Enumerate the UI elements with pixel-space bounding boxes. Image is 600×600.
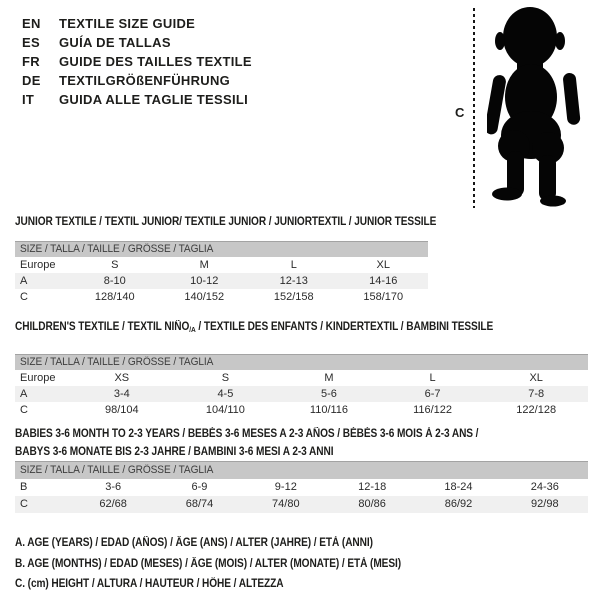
language-title: GUIDE DES TAILLES TEXTILE [59,54,252,69]
row-label: C [20,290,28,303]
title-segment: JUNIOR TEXTILE / TEXTIL JUNIOR/ TEXTILE JUNIOR / JUNIORTEXTIL / JUNIOR TESSILE [15,216,437,228]
size-value: XL [376,258,390,271]
children-size-table [15,354,588,418]
language-title: GUÍA DE TALLAS [59,35,171,50]
size-value: 110/116 [309,403,349,416]
language-title: TEXTILGRÖßENFÜHRUNG [59,73,231,88]
legend-text: A. AGE (YEARS) / EDAD (AÑOS) / ÂGE (ANS) / ALTER (JAHRE) / ETÀ (ANNI) [15,537,373,549]
language-code: EN [22,16,41,31]
language-list [22,14,252,109]
language-code: DE [22,73,41,88]
language-row [22,52,252,71]
title-segment: BABYS 3-6 MONATE BIS 2-3 JAHRE / BAMBINI 3-6 MESI A 2-3 ANNI [15,446,334,458]
toddler-silhouette-icon [487,5,583,207]
size-value: M [324,371,334,384]
size-value: 152/158 [273,290,314,303]
size-header-row [15,242,428,257]
babies-size-table [15,461,588,513]
row-label: Europe [20,371,56,384]
legend-text: B. AGE (MONTHS) / EDAD (MESES) / ÂGE (MOIS) / ALTER (MONATE) / ETÀ (MESI) [15,557,402,570]
size-value: XS [114,371,130,384]
size-table-row [15,289,428,305]
size-header-band [15,355,588,370]
size-value: 6-7 [424,387,441,400]
section-title-line [15,321,558,334]
row-label: B [20,481,28,493]
size-table-row [15,273,428,289]
legend-line [15,533,454,554]
size-value: 4-5 [217,387,234,400]
size-header-text: SIZE / TALLA / TAILLE / GRÖSSE / TAGLIA [20,356,214,369]
section-title-text [15,216,436,228]
row-label: C [20,403,28,416]
size-value: XL [529,371,543,384]
size-value: 24-36 [530,481,559,493]
size-header-band [15,242,428,257]
title-subscript: /A [189,325,196,334]
size-value: 74/80 [272,498,300,510]
size-value: 18-24 [444,481,473,493]
size-value: 12-13 [279,274,308,287]
size-header-text: SIZE / TALLA / TAILLE / GRÖSSE / TAGLIA [20,243,214,256]
section-title-line [15,216,494,228]
size-value: 86/92 [444,498,473,510]
size-value: 12-18 [358,481,387,493]
size-value: 98/104 [104,403,139,416]
title-segment: BABIES 3-6 MONTH TO 2-3 YEARS / BEBÉS 3-6 MESES A 2-3 AÑOS / BÉBÉS 3-6 MOIS À 2-3 ANS / [15,428,479,440]
size-table-row [15,386,588,402]
language-title: GUIDA ALLE TAGLIE TESSILI [59,92,249,107]
row-label: Europe [20,258,56,271]
junior-section-title [15,216,494,228]
language-row [22,90,252,109]
size-value: 10-12 [190,274,219,287]
size-value: 116/122 [413,403,453,416]
height-measure-dashed-line [473,8,475,208]
size-value: 3-6 [105,481,122,493]
size-header-band [15,462,588,479]
size-table-row [15,257,428,273]
size-header-text: SIZE / TALLA / TAILLE / GRÖSSE / TAGLIA [20,464,214,477]
size-value: 158/170 [363,290,404,303]
title-segment: CHILDREN'S TEXTILE / TEXTIL NIÑO [15,321,190,333]
section-title-text [15,321,493,334]
section-title-text [15,425,478,443]
size-value: 8-10 [103,274,126,287]
size-value: 5-6 [321,387,337,400]
row-label: C [20,498,28,510]
row-label: A [20,274,28,287]
size-value: 6-9 [191,481,208,493]
legend-list [15,533,454,595]
language-title: TEXTILE SIZE GUIDE [59,16,196,31]
size-value: 128/140 [94,290,135,303]
size-value: 14-16 [369,274,398,287]
junior-size-table [15,241,428,305]
size-value: 7-8 [528,387,545,400]
language-row [22,71,252,90]
size-value: 122/128 [516,403,557,416]
legend-text: C. (cm) HEIGHT / ALTURA / HAUTEUR / HÖHE / ALTEZZA [15,578,284,590]
size-value: 104/110 [205,403,245,416]
size-header-row [15,462,588,479]
size-value: S [111,258,119,271]
children-section-title [15,321,558,334]
language-row [22,14,252,33]
size-value: 62/68 [99,498,127,510]
size-table-row [15,479,588,496]
language-code: FR [22,54,40,69]
language-row [22,33,252,52]
size-value: M [199,258,209,271]
size-value: L [429,371,436,384]
size-table-row [15,496,588,513]
size-value: 92/98 [531,498,559,510]
row-label: A [20,387,28,400]
size-value: 3-4 [113,387,130,400]
size-table-row [15,402,588,418]
section-title-line [15,443,542,461]
size-header-row [15,355,588,370]
size-value: 68/74 [185,498,214,510]
babies-section-title [15,425,542,461]
legend-line [15,574,454,595]
size-value: 140/152 [184,290,225,303]
section-title-line [15,425,542,443]
legend-line [15,554,454,575]
size-value: S [221,371,230,384]
size-value: 80/86 [358,498,386,510]
height-c-label: C [455,105,465,120]
size-table-row [15,370,588,386]
language-code: IT [22,92,35,107]
size-value: L [290,258,297,271]
title-segment: / TEXTILE DES ENFANTS / KINDERTEXTIL / BAMBINI TESSILE [195,321,494,333]
language-code: ES [22,35,40,50]
size-value: 9-12 [274,481,297,493]
section-title-text [15,443,333,461]
